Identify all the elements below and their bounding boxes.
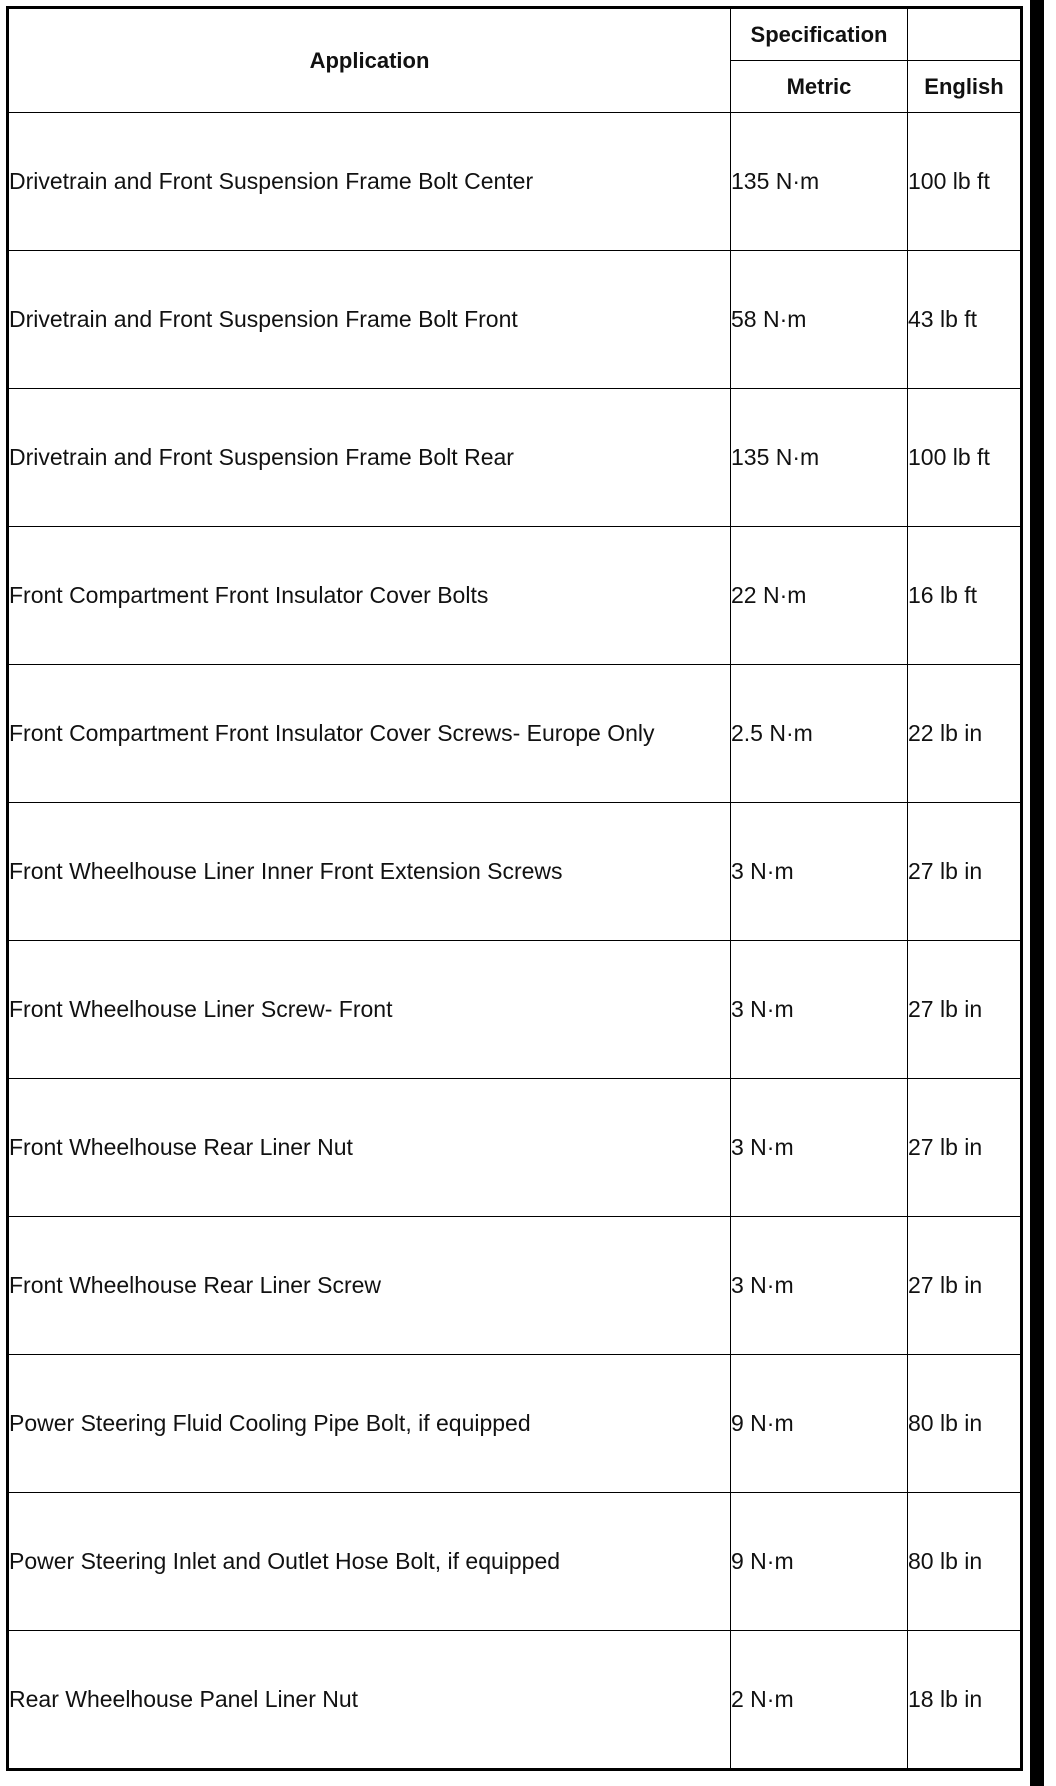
header-row-top	[8, 8, 1022, 61]
application-cell: Front Wheelhouse Rear Liner Screw	[8, 1217, 731, 1355]
metric-cell: 22 N·m	[731, 527, 908, 665]
metric-cell: 135 N·m	[731, 113, 908, 251]
application-cell: Drivetrain and Front Suspension Frame Bolt Rear	[8, 389, 731, 527]
table-header	[8, 8, 1022, 113]
english-cell: 27 lb in	[908, 803, 1022, 941]
application-cell: Front Compartment Front Insulator Cover Screws- Europe Only	[8, 665, 731, 803]
table-body	[8, 113, 1022, 1770]
application-header: Application	[8, 8, 731, 113]
english-cell: 27 lb in	[908, 941, 1022, 1079]
english-cell: 80 lb in	[908, 1493, 1022, 1631]
table-row	[8, 1079, 1022, 1217]
fastener-spec-table	[6, 6, 1023, 1771]
specification-header: Specification	[731, 8, 908, 61]
metric-cell: 9 N·m	[731, 1493, 908, 1631]
application-cell: Power Steering Fluid Cooling Pipe Bolt, if equipped	[8, 1355, 731, 1493]
application-cell: Drivetrain and Front Suspension Frame Bolt Front	[8, 251, 731, 389]
table-row	[8, 941, 1022, 1079]
metric-cell: 3 N·m	[731, 1079, 908, 1217]
table-row	[8, 389, 1022, 527]
metric-header: Metric	[731, 61, 908, 113]
table-row	[8, 665, 1022, 803]
application-cell: Power Steering Inlet and Outlet Hose Bolt, if equipped	[8, 1493, 731, 1631]
metric-cell: 58 N·m	[731, 251, 908, 389]
english-cell: 100 lb ft	[908, 113, 1022, 251]
metric-cell: 2.5 N·m	[731, 665, 908, 803]
table-row	[8, 251, 1022, 389]
table-row	[8, 113, 1022, 251]
application-cell: Front Wheelhouse Liner Inner Front Extension Screws	[8, 803, 731, 941]
application-cell: Front Wheelhouse Rear Liner Nut	[8, 1079, 731, 1217]
table-row	[8, 1217, 1022, 1355]
english-cell: 100 lb ft	[908, 389, 1022, 527]
table-row	[8, 1493, 1022, 1631]
english-cell: 16 lb ft	[908, 527, 1022, 665]
english-header: English	[908, 61, 1022, 113]
blank-header-cell	[908, 8, 1022, 61]
english-cell: 18 lb in	[908, 1631, 1022, 1770]
metric-cell: 135 N·m	[731, 389, 908, 527]
application-cell: Front Compartment Front Insulator Cover Bolts	[8, 527, 731, 665]
table-row	[8, 1631, 1022, 1770]
english-cell: 22 lb in	[908, 665, 1022, 803]
metric-cell: 3 N·m	[731, 1217, 908, 1355]
metric-cell: 9 N·m	[731, 1355, 908, 1493]
english-cell: 43 lb ft	[908, 251, 1022, 389]
metric-cell: 2 N·m	[731, 1631, 908, 1770]
table-row	[8, 803, 1022, 941]
english-cell: 27 lb in	[908, 1079, 1022, 1217]
table-row	[8, 527, 1022, 665]
metric-cell: 3 N·m	[731, 803, 908, 941]
right-border-bar	[1030, 0, 1044, 1786]
application-cell: Front Wheelhouse Liner Screw- Front	[8, 941, 731, 1079]
table-row	[8, 1355, 1022, 1493]
application-cell: Rear Wheelhouse Panel Liner Nut	[8, 1631, 731, 1770]
metric-cell: 3 N·m	[731, 941, 908, 1079]
english-cell: 27 lb in	[908, 1217, 1022, 1355]
english-cell: 80 lb in	[908, 1355, 1022, 1493]
application-cell: Drivetrain and Front Suspension Frame Bolt Center	[8, 113, 731, 251]
